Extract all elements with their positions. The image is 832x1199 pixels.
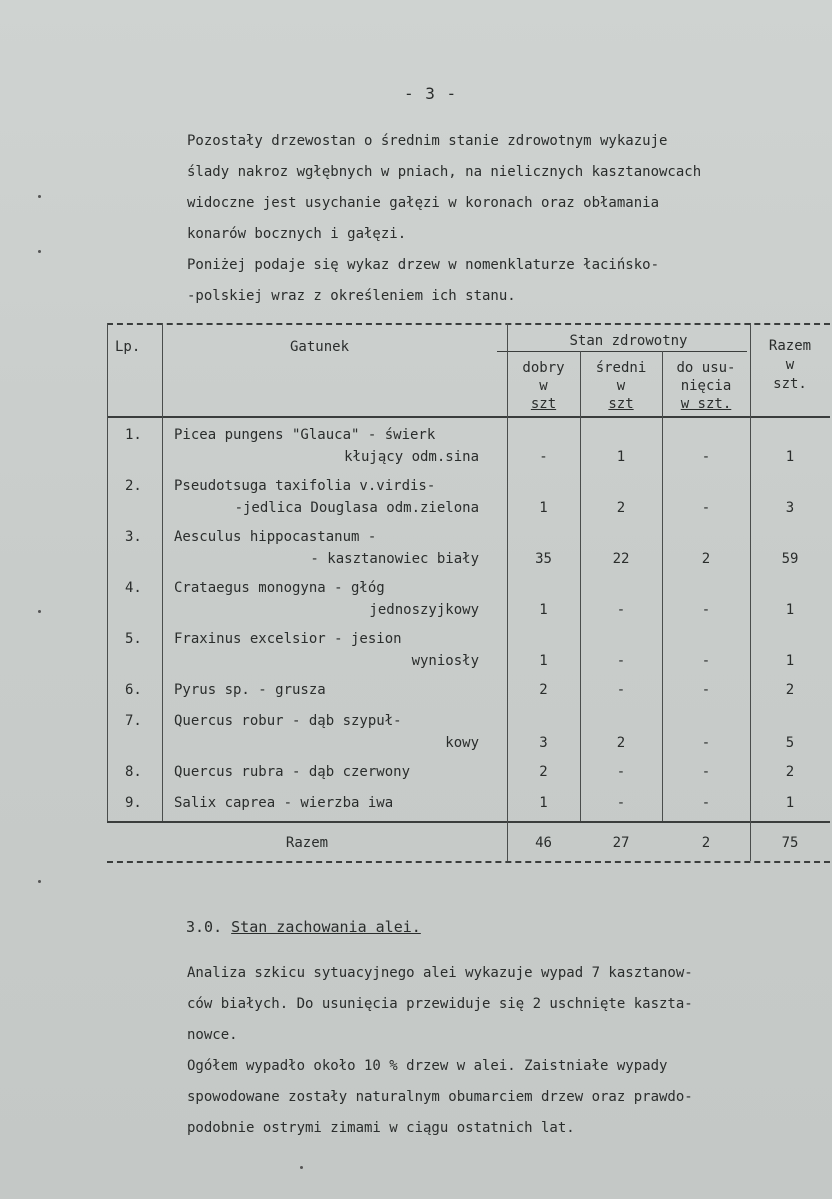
text-line: spowodowane zostały naturalnym obumarciem drzew oraz prawdo- <box>187 1089 693 1105</box>
text-line: Poniżej podaje się wykaz drzew w nomenklaturze łacińsko- <box>187 257 660 273</box>
text-line: Ogółem wypadło około 10 % drzew w alei. Zaistniałe wypady <box>187 1058 668 1074</box>
row-razem: 1 <box>785 602 795 618</box>
text-line: widoczne jest usychanie gałęzi w koronach oraz obłamania <box>187 195 660 211</box>
row-usun: 2 <box>701 551 711 567</box>
text-line: podobnie ostrymi zimami w ciągu ostatnich lat. <box>187 1120 575 1136</box>
col-line <box>162 323 163 821</box>
text-line: konarów bocznych i gałęzi. <box>187 226 407 242</box>
row-razem: 1 <box>785 795 795 811</box>
table-top-border <box>107 323 830 325</box>
row-species-line: jednoszyjkowy <box>369 602 479 618</box>
text-line: ślady nakroz wgłębnych w pniach, na nielicznych kasztanowcach <box>187 164 702 180</box>
header-sredni: średni w szt <box>595 360 647 412</box>
total-sredni: 27 <box>612 835 630 851</box>
row-usun: - <box>701 735 711 751</box>
row-lp: 3. <box>125 529 142 545</box>
row-species-line: Picea pungens "Glauca" - świerk <box>174 427 436 443</box>
row-lp: 4. <box>125 580 142 596</box>
row-sredni: - <box>616 602 626 618</box>
row-species-line: kowy <box>445 735 479 751</box>
header-dobry: dobry w szt <box>522 360 565 412</box>
row-lp: 1. <box>125 427 142 443</box>
row-sredni: - <box>616 764 626 780</box>
row-lp: 2. <box>125 478 142 494</box>
row-razem: 5 <box>785 735 795 751</box>
row-dobry: 1 <box>539 795 548 811</box>
text-line: Analiza szkicu sytuacyjnego alei wykazuje wypad 7 kasztanow- <box>187 965 693 981</box>
page-number: - 3 - <box>404 84 458 103</box>
row-razem: 2 <box>785 682 795 698</box>
row-sredni: - <box>616 682 626 698</box>
row-sredni: 2 <box>616 735 626 751</box>
row-species-line: Pyrus sp. - grusza <box>174 682 326 698</box>
text-line: nowce. <box>187 1027 238 1043</box>
row-sredni: 1 <box>616 449 626 465</box>
section-title: Stan zachowania alei. <box>231 918 421 936</box>
row-lp: 6. <box>125 682 142 698</box>
col-line <box>107 323 108 821</box>
row-dobry: 2 <box>539 764 548 780</box>
closing-paragraph <box>187 958 693 1144</box>
text-line: -polskiej wraz z określeniem ich stanu. <box>187 288 516 304</box>
row-razem: 2 <box>785 764 795 780</box>
section-heading <box>186 918 421 936</box>
row-lp: 9. <box>125 795 142 811</box>
row-sredni: - <box>616 653 626 669</box>
header-razem: Razem w szt. <box>768 338 812 392</box>
row-usun: - <box>701 500 711 516</box>
row-dobry: - <box>539 449 548 465</box>
table-subheader-line <box>497 351 747 352</box>
row-razem: 1 <box>785 449 795 465</box>
row-species-line: Quercus robur - dąb szypuł- <box>174 713 402 729</box>
total-dobry: 46 <box>535 835 552 851</box>
row-lp: 5. <box>125 631 142 647</box>
row-usun: - <box>701 764 711 780</box>
row-usun: - <box>701 449 711 465</box>
row-species-line: Quercus rubra - dąb czerwony <box>174 764 411 780</box>
row-usun: - <box>701 602 711 618</box>
table-header-bottom <box>107 416 830 418</box>
row-sredni: - <box>616 795 626 811</box>
margin-dot <box>300 1166 303 1169</box>
row-species-line: wyniosły <box>411 653 479 669</box>
row-sredni: 2 <box>616 500 626 516</box>
row-sredni: 22 <box>612 551 630 567</box>
total-label: Razem <box>285 835 329 851</box>
margin-dot <box>38 195 41 198</box>
row-razem: 59 <box>781 551 799 567</box>
row-species-line: kłujący odm.sina <box>344 449 479 465</box>
row-lp: 7. <box>125 713 142 729</box>
text-line: Pozostały drzewostan o średnim stanie zdrowotnym wykazuje <box>187 133 668 149</box>
header-stan: Stan zdrowotny <box>569 333 688 349</box>
row-dobry: 3 <box>539 735 548 751</box>
total-razem: 75 <box>781 835 799 851</box>
row-usun: - <box>701 653 711 669</box>
row-species-line: - kasztanowiec biały <box>310 551 479 567</box>
row-species-line: Salix caprea - wierzba iwa <box>174 795 394 811</box>
row-razem: 1 <box>785 653 795 669</box>
margin-dot <box>38 880 41 883</box>
col-line <box>750 323 751 861</box>
row-lp: 8. <box>125 764 142 780</box>
intro-paragraph <box>187 126 701 312</box>
row-usun: - <box>701 682 711 698</box>
row-dobry: 1 <box>539 500 548 516</box>
text-line: ców białych. Do usunięcia przewiduje się 2 uschnięte kaszta- <box>187 996 693 1012</box>
header-lp: Lp. <box>115 339 141 355</box>
row-razem: 3 <box>785 500 795 516</box>
row-species-line: -jedlica Douglasa odm.zielona <box>234 500 479 516</box>
total-usun: 2 <box>701 835 711 851</box>
header-do-usuniecia: do usu- nięcia w szt. <box>676 360 736 412</box>
row-dobry: 1 <box>539 653 548 669</box>
table-bottom-border <box>107 861 830 863</box>
row-usun: - <box>701 795 711 811</box>
row-species-line: Fraxinus excelsior - jesion <box>174 631 402 647</box>
margin-dot <box>38 610 41 613</box>
row-species-line: Crataegus monogyna - głóg <box>174 580 385 596</box>
row-species-line: Aesculus hippocastanum - <box>174 529 377 545</box>
row-dobry: 2 <box>539 682 548 698</box>
table-total-top <box>107 821 830 823</box>
row-species-line: Pseudotsuga taxifolia v.virdis- <box>174 478 436 494</box>
section-number: 3.0. <box>186 918 223 936</box>
margin-dot <box>38 250 41 253</box>
header-gatunek: Gatunek <box>290 339 350 355</box>
row-dobry: 1 <box>539 602 548 618</box>
row-dobry: 35 <box>535 551 552 567</box>
